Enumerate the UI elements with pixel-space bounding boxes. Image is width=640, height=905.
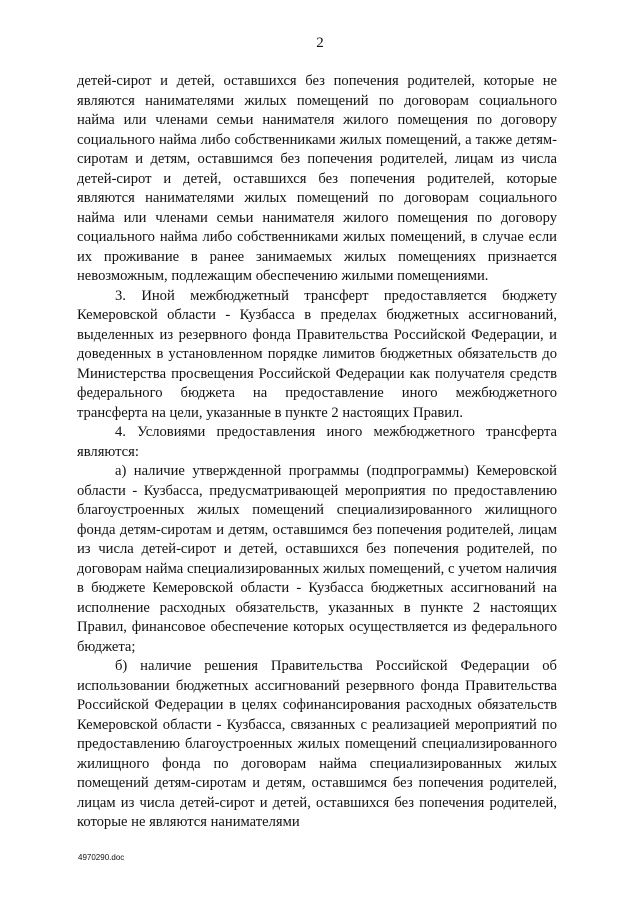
page-number: 2	[316, 35, 324, 51]
document-body	[77, 72, 557, 833]
file-name-footer: 4970290.doc	[78, 853, 125, 862]
paragraph-subitem-b: б) наличие решения Правительства Российской Федерации об использовании бюджетных ассигнований резервного фонда Правительства Российской Федерации в целях софинансирования расходных обязательств Кемеровской области - Кузбасса, связанных с реализацией мероприятий по предоставлению благоустроенных жилых помещений специализированного жилищного фонда по договорам найма специализированных жилых помещений детям-сиротам и детям, оставшимся без попечения родителей, лицам из числа детей-сирот и детей, оставшихся без попечения родителей, которые не являются нанимателями	[77, 658, 557, 830]
paragraph-subitem-a: а) наличие утвержденной программы (подпрограммы) Кемеровской области - Кузбасса, предусматривающей мероприятия по предоставлению благоустроенных жилых помещений специализированного жилищного фонда детям-сиротам и детям, оставшимся без попечения родителей, лицам из числа детей-сирот и детей, оставшихся без попечения родителей, по договорам найма специализированных жилых помещений, с учетом наличия в бюджете Кемеровской области - Кузбасса бюджетных ассигнований на исполнение расходных обязательств, указанных в пункте 2 настоящих Правил, финансовое обеспечение которых осуществляется из федерального бюджета;	[77, 463, 557, 655]
paragraph-item-4: 4. Условиями предоставления иного межбюджетного трансферта являются:	[77, 424, 557, 460]
paragraph-item-3: 3. Иной межбюджетный трансферт предоставляется бюджету Кемеровской области - Кузбасса в пределах бюджетных ассигнований, выделенных из резервного фонда Правительства Российской Федерации, и доведенных в установленном порядке лимитов бюджетных обязательств до Министерства просвещения Российской Федерации как получателя средств федерального бюджета на предоставление иного межбюджетного трансферта на цели, указанные в пункте 2 настоящих Правил.	[77, 287, 557, 421]
paragraph-continuation: детей-сирот и детей, оставшихся без попечения родителей, которые не являются нанимателями жилых помещений по договорам социального найма или членами семьи нанимателя жилого помещения по договору социального найма либо собственниками жилых помещений, а также детям-сиротам и детям, оставшимся без попечения родителей, лицам из числа детей-сирот и детей, оставшихся без попечения родителей, которые являются нанимателями жилых помещений по договорам социального найма или членами семьи нанимателя жилого помещения по договору социального найма либо собственниками жилых помещений, в случае если их проживание в ранее занимаемых жилых помещениях признается невозможным, подлежащим обеспечению жилыми помещениями.	[77, 73, 557, 284]
